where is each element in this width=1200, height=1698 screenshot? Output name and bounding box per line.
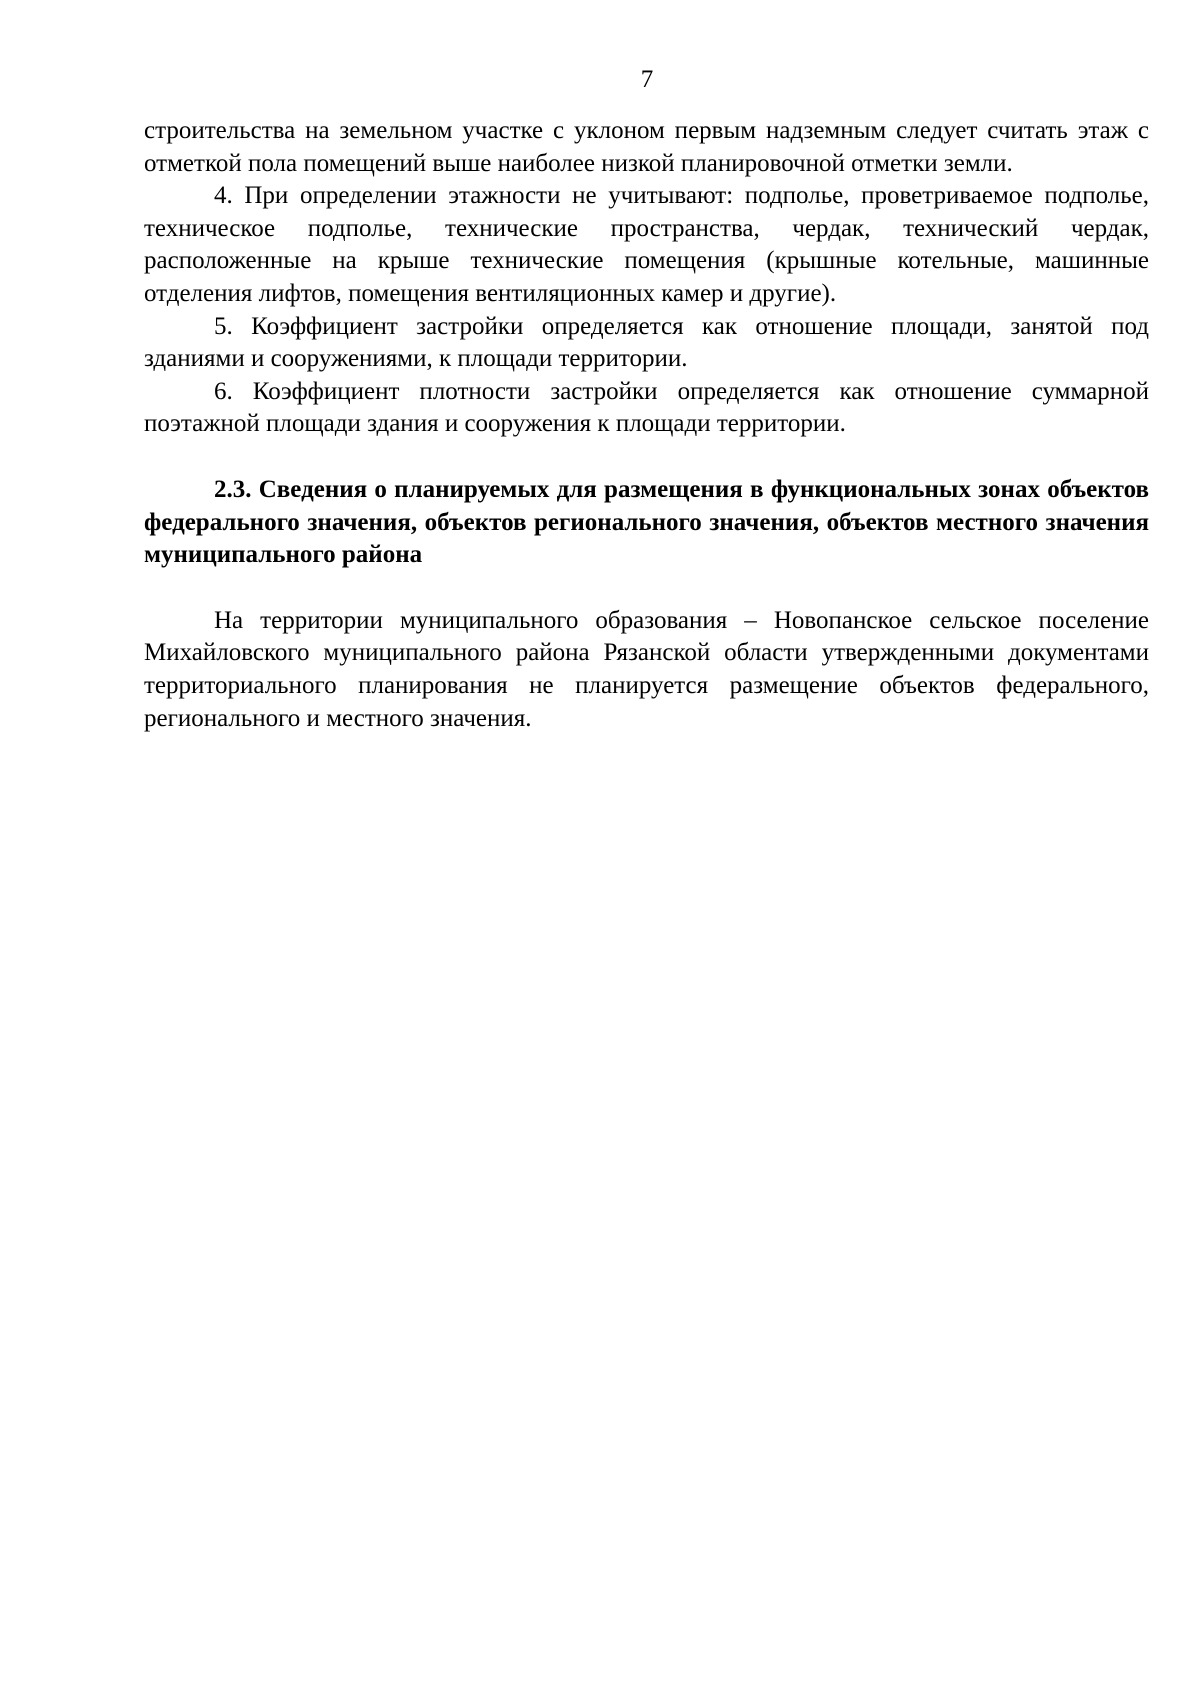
section-paragraph: На территории муниципального образования – Новопанское сельское поселение Михайловского муниципального района Рязанской области утвержденными документами территориального планирования не планируется размещение объектов федерального, регионального и местного значения. — [144, 606, 1149, 732]
paragraph-item-5: 5. Коэффициент застройки определяется как отношение площади, занятой под зданиями и сооружениями, к площади территории. — [144, 312, 1149, 373]
section-heading: 2.3. Сведения о планируемых для размещения в функциональных зонах объектов федерального значения, объектов регионального значения, объектов местного значения муниципального района — [144, 475, 1149, 569]
paragraph-continued: строительства на земельном участке с уклоном первым надземным следует считать этаж с отметкой пола помещений выше наиболее низкой планировочной отметки земли. — [144, 117, 1149, 177]
page-content — [144, 115, 1149, 735]
paragraph-item-4: 4. При определении этажности не учитывают: подполье, проветриваемое подполье, техническое подполье, технические пространства, чердак, технический чердак, расположенные на крыше технические помещения (крышные котельные, машинные отделения лифтов, помещения вентиляционных камер и другие). — [144, 182, 1149, 307]
paragraph-item-6: 6. Коэффициент плотности застройки определяется как отношение суммарной поэтажной площади здания и сооружения к площади территории. — [144, 377, 1149, 438]
page-number: 7 — [640, 66, 654, 93]
